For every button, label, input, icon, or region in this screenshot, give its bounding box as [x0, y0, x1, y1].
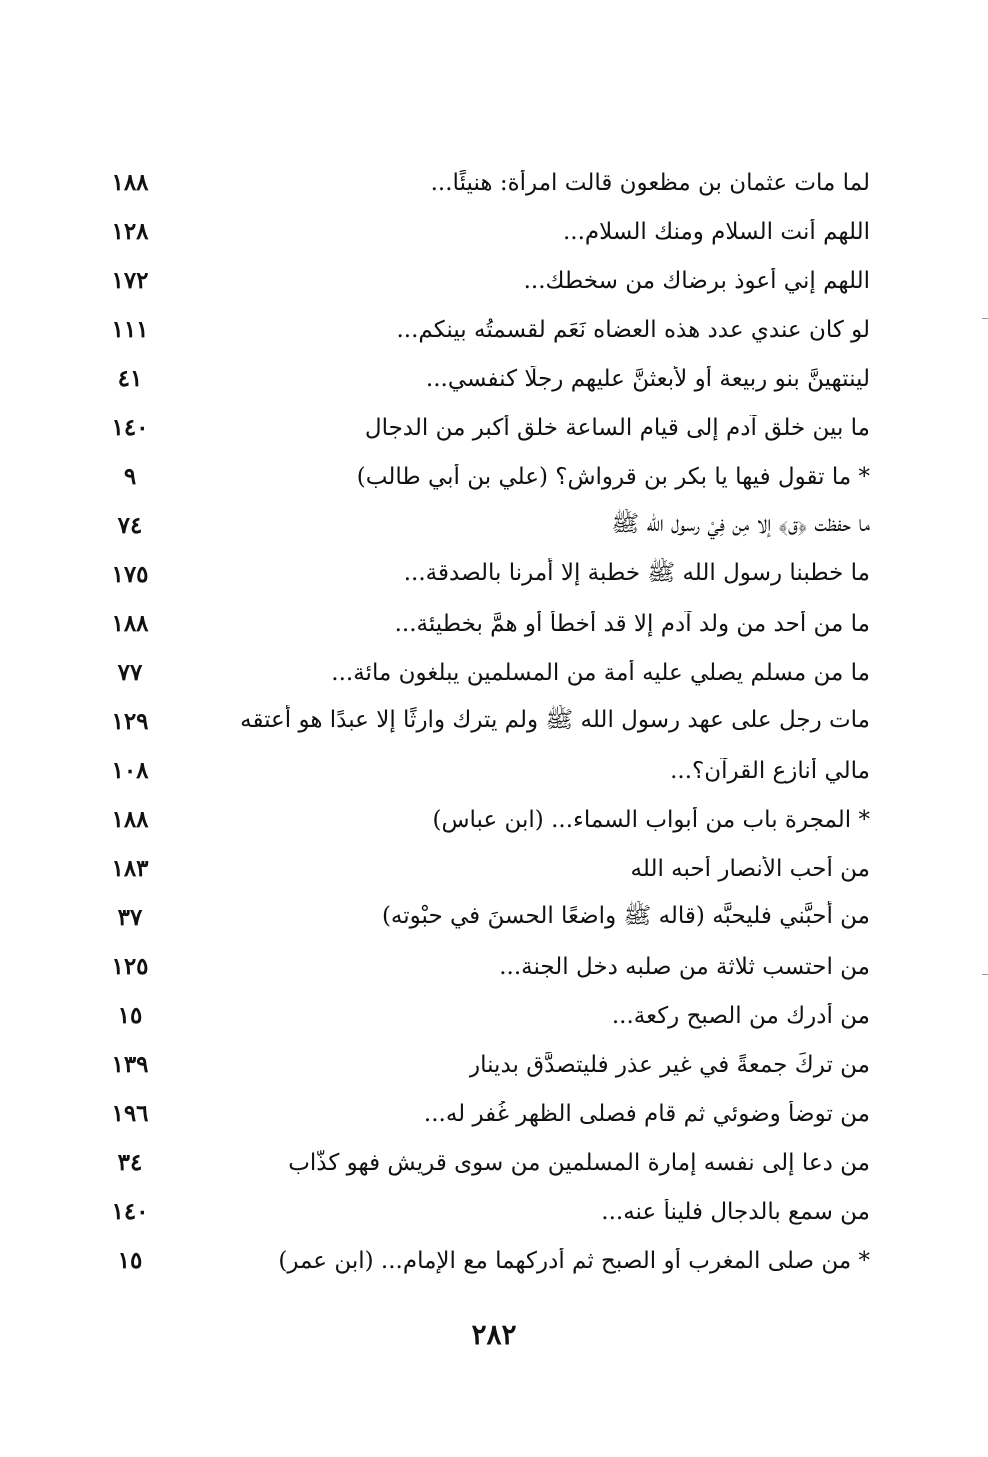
entry-page-number: ٣٤ — [117, 1149, 143, 1176]
entry-text: من تركَ جمعةً في غير عذرٍ فليتصدَّق بدينار — [468, 1051, 870, 1078]
entry-text: من دعا إلى نفسه إمارة المسلمين من سوى قريش فهو كذَّاب — [288, 1149, 870, 1176]
index-entry — [90, 697, 870, 746]
entry-page-number: ١٣٩ — [111, 1051, 149, 1078]
entry-text: لو كان عندي عدد هذه العضاه نَعَم لقسمتُه بينكم... — [396, 316, 870, 343]
entry-text: * من صلى المغرب أو الصبح ثم أدركهما مع الإمام... (ابن عمر) — [278, 1247, 870, 1274]
entry-page-number: ١٨٨ — [111, 806, 149, 833]
hadith-index-list — [90, 158, 870, 1285]
entry-text: من احتسب ثلاثة من صلبه دخل الجنة... — [499, 953, 870, 980]
entry-page-number: ٧٤ — [117, 512, 143, 539]
index-entry — [90, 305, 870, 354]
index-entry — [90, 648, 870, 697]
index-entry — [90, 795, 870, 844]
entry-text: من أحبَّني فليحبَّه (قاله ﷺ واضعًا الحسنَ في حبْوته) — [381, 902, 870, 929]
index-entry — [90, 746, 870, 795]
entry-page-number: ١٤٠ — [111, 1198, 149, 1225]
page-number: ٢٨٢ — [471, 1318, 517, 1351]
entry-page-number: ١٢٨ — [111, 218, 149, 245]
entry-page-number: ١٩٦ — [111, 1100, 149, 1127]
index-entry — [90, 550, 870, 599]
entry-text: ما حفظت ﴿ق﴾ إلا مِن فِيْ رسول الله ﷺ — [611, 510, 870, 537]
index-entry — [90, 1089, 870, 1138]
entry-text: مات رجل على عهد رسول الله ﷺ ولم يترك وارثًا إلا عبدًا هو أعتقه — [240, 706, 870, 733]
index-entry — [90, 1040, 870, 1089]
entry-text: اللهم إني أعوذ برضاك من سخطك... — [523, 267, 870, 294]
entry-text: ما خطبنا رسول الله ﷺ خطبة إلا أمرنا بالصدقة... — [403, 559, 870, 586]
index-entry — [90, 403, 870, 452]
entry-text: * المجرة باب من أبواب السماء... (ابن عباس) — [432, 806, 870, 833]
entry-text: اللهم أنت السلام ومنك السلام... — [563, 218, 870, 245]
entry-text: ما بين خلق آدم إلى قيام الساعة خلق أكبر من الدجال — [364, 414, 870, 441]
entry-page-number: ١٥ — [117, 1002, 143, 1029]
entry-page-number: ١٨٨ — [111, 610, 149, 637]
entry-page-number: ٧٧ — [117, 659, 143, 686]
entry-text: من توضأ وضوئي ثم قام فصلى الظهر غُفر له... — [423, 1100, 870, 1127]
entry-page-number: ١٤٠ — [111, 414, 149, 441]
entry-text: لما مات عثمان بن مظعون قالت امرأة: هنيئًا... — [430, 169, 870, 196]
index-entry — [90, 207, 870, 256]
entry-text: من أدرك من الصبح ركعة... — [611, 1002, 870, 1029]
entry-page-number: ١٧٥ — [111, 561, 149, 588]
entry-page-number: ١٨٣ — [111, 855, 149, 882]
entry-page-number: ١٢٥ — [111, 953, 149, 980]
index-entry — [90, 354, 870, 403]
entry-text: * ما تقول فيها يا بكر بن قرواش؟ (علي بن أبي طالب) — [356, 463, 870, 490]
index-entry — [90, 844, 870, 893]
index-entry — [90, 1187, 870, 1236]
index-entry — [90, 1138, 870, 1187]
index-entry — [90, 942, 870, 991]
entry-page-number: ١٢٩ — [111, 708, 149, 735]
entry-text: من أحب الأنصار أحبه الله — [630, 855, 870, 882]
index-entry — [90, 991, 870, 1040]
index-entry — [90, 599, 870, 648]
entry-text: لينتهينَّ بنو ربيعة أو لأبعثنَّ عليهم رجلًا كنفسي... — [425, 365, 870, 392]
entry-page-number: ١٥ — [117, 1247, 143, 1274]
index-entry — [90, 158, 870, 207]
entry-text: ما من أحد من ولد آدم إلا قد أخطأ أو همَّ بخطيئة... — [394, 610, 870, 637]
entry-page-number: ١٧٢ — [111, 267, 149, 294]
margin-mark — [982, 318, 988, 319]
entry-page-number: ١٠٨ — [111, 757, 149, 784]
entry-text: من سمع بالدجال فلينأ عنه... — [601, 1198, 870, 1225]
index-entry — [90, 256, 870, 305]
margin-mark — [982, 974, 988, 975]
entry-page-number: ٩ — [123, 463, 137, 490]
entry-page-number: ١٨٨ — [111, 169, 149, 196]
entry-page-number: ٤١ — [117, 365, 143, 392]
entry-page-number: ١١١ — [111, 316, 149, 343]
index-entry — [90, 452, 870, 501]
entry-text: ما من مسلم يصلي عليه أمة من المسلمين يبلغون مائة... — [331, 659, 870, 686]
entry-page-number: ٣٧ — [117, 904, 143, 931]
index-entry — [90, 1236, 870, 1285]
entry-text: مالي أنازع القرآن؟... — [670, 757, 870, 784]
index-entry — [90, 893, 870, 942]
index-entry — [90, 501, 870, 550]
